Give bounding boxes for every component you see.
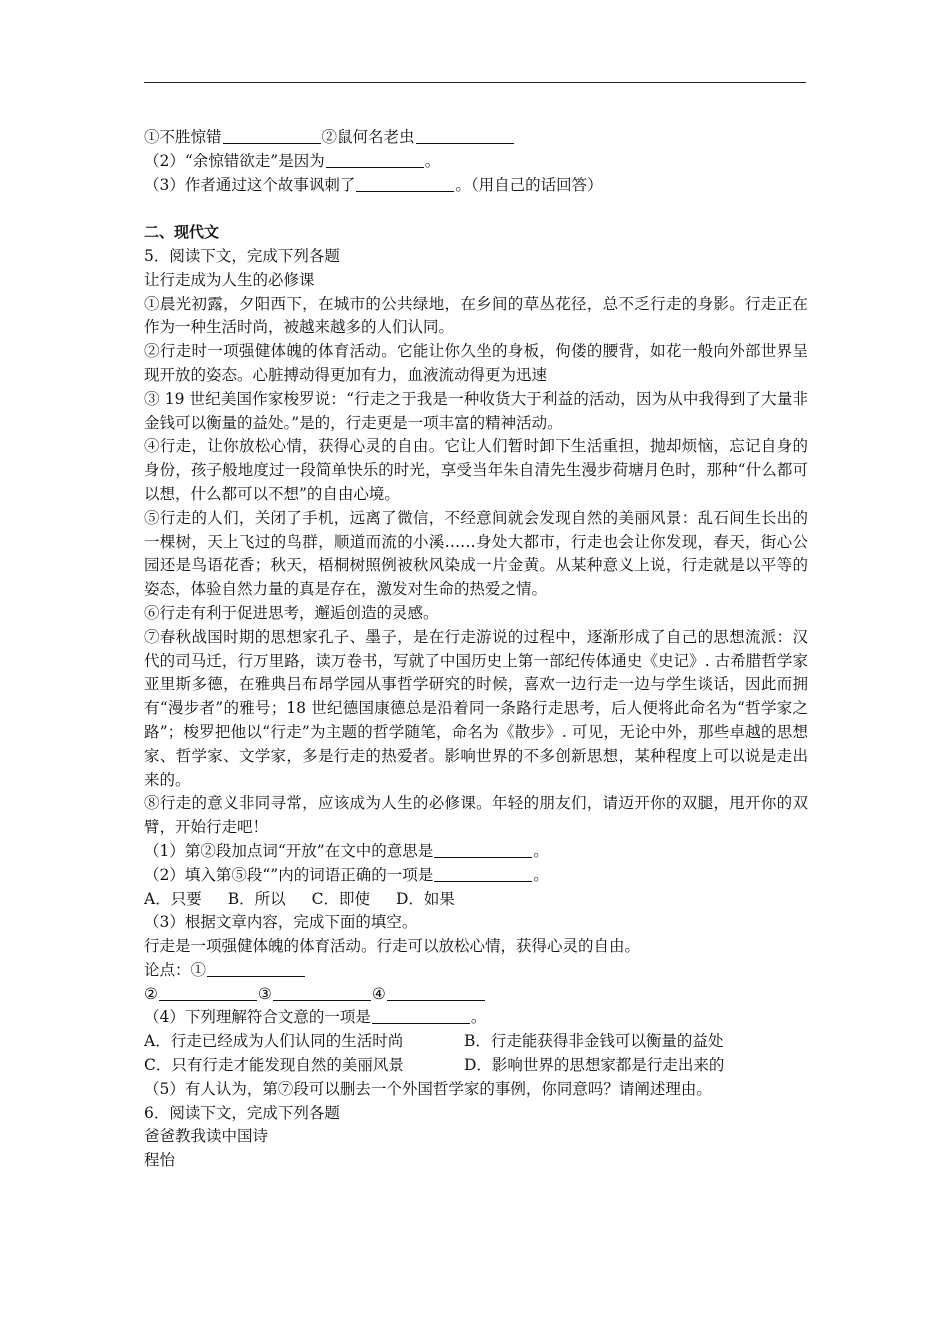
option-d[interactable]: D．影响世界的思想家都是行走出来的: [464, 1056, 725, 1075]
answer-blank[interactable]: [416, 128, 514, 144]
claim-mark-2: ②: [144, 984, 158, 1003]
q4-sub3: [144, 174, 808, 198]
question-4-options-row-1: [144, 1030, 808, 1054]
question-1-text: （1）第②段加点词“开放”在文中的意思是: [144, 841, 434, 860]
answer-blank[interactable]: [223, 128, 321, 144]
question-1: [144, 840, 808, 864]
claim-mark-3: ③: [257, 984, 272, 1003]
answer-blank[interactable]: [434, 842, 532, 858]
answer-blank[interactable]: [159, 985, 257, 1001]
answer-blank[interactable]: [356, 176, 454, 192]
answer-blank[interactable]: [387, 985, 485, 1001]
document-content: [144, 126, 808, 1173]
q4-sub2-end: 。: [424, 151, 441, 170]
question-3: （3）根据文章内容，完成下面的填空。: [144, 913, 418, 932]
paragraph-1: ①晨光初露，夕阳西下，在城市的公共绿地，在乡间的草丛花径，总不乏行走的身影。行走正在作为一种生活时尚，被越来越多的人们认同。: [144, 294, 808, 337]
paragraph-6: ⑥行走有利于促进思考，邂逅创造的灵感。: [144, 603, 439, 622]
option-c[interactable]: C．只有行走才能发现自然的美丽风景: [144, 1056, 404, 1075]
question-3-claims: [144, 983, 808, 1007]
q4-sub3-text: （3）作者通过这个故事讽刺了: [144, 175, 356, 194]
passage-title: 让行走成为人生的必修课: [144, 270, 315, 289]
section-heading: 二、现代文: [144, 223, 220, 242]
option-c[interactable]: C．即使: [311, 889, 370, 908]
answer-blank[interactable]: [207, 961, 305, 977]
header-rule: [144, 82, 806, 83]
option-a[interactable]: A．只要: [144, 889, 202, 908]
question-2-text: （2）填入第⑤段“”内的词语正确的一项是: [144, 865, 434, 884]
question-2-end: 。: [533, 865, 549, 884]
answer-blank[interactable]: [273, 985, 371, 1001]
question-4-text: （4）下列理解符合文意的一项是: [144, 1008, 371, 1027]
question-4: [144, 1006, 808, 1030]
paragraph-8: ⑧行走的意义非同寻常，应该成为人生的必修课。年轻的朋友们，请迈开你的双腿，甩开你的双臂，开始行走吧！: [144, 794, 808, 837]
q6-author: 程怡: [144, 1151, 176, 1170]
question-3-text: 行走是一项强健体魄的体育活动。行走可以放松心情，获得心灵的自由。: [144, 937, 641, 956]
q6-title: 爸爸教我读中国诗: [144, 1127, 269, 1146]
question-2-options: [144, 888, 808, 912]
claim-label: 论点：①: [144, 960, 207, 979]
option-a[interactable]: A．行走已经成为人们认同的生活时尚: [144, 1032, 404, 1051]
paragraph-3: ③ 19 世纪美国作家梭罗说：“行走之于我是一种收货大于利益的活动，因为从中我得到了大量非金钱可以衡量的益处。”是的，行走更是一项丰富的精神活动。: [144, 389, 808, 432]
q6-intro: 6．阅读下文，完成下列各题: [144, 1103, 340, 1122]
question-4-options-row-2: [144, 1054, 808, 1078]
answer-blank[interactable]: [326, 152, 424, 168]
question-5: （5）有人认为，第⑦段可以删去一个外国哲学家的事例，你同意吗？请阐述理由。: [144, 1079, 712, 1098]
q4-item1-text: ①不胜惊错: [144, 128, 222, 146]
q5-intro: 5．阅读下文，完成下列各题: [144, 246, 340, 265]
paragraph-5: ⑤行走的人们，关闭了手机，远离了微信，不经意间就会发现自然的美丽风景：乱石间生长出的一棵树，天上飞过的鸟群，顺道而流的小溪……身处大都市，行走也会让你发现，春天，街心公园还是鸟语花香；秋天，梧桐树照例被秋风染成一片金黄。从某种意义上说，行走就是以平等的姿态，体验自然力量的真是存在，激发对生命的热爱之情。: [144, 508, 808, 599]
question-1-end: 。: [533, 841, 549, 860]
option-b[interactable]: B．所以: [227, 889, 286, 908]
q4-item2-text: ②鼠何名老虫: [321, 128, 415, 146]
paragraph-7: ⑦春秋战国时期的思想家孔子、墨子，是在行走游说的过程中，逐渐形成了自己的思想流派：汉代的司马迁，行万里路，读万卷书，写就了中国历史上第一部纪传体通史《史记》. 古希腊哲学家亚里斯多德，在雅典吕布昂学园从事哲学研究的时候，喜欢一边行走一边与学生谈话，因此而拥有“漫步者”的雅号；18 世纪德国康德总是沿着同一条路行走思考，后人便将此命名为“哲学家之路”；梭罗把他以“行走”为主题的哲学随笔，命名为《散步》. 可见，无论中外，那些卓越的思想家、哲学家、文学家，多是行走的热爱者。影响世界的不多创新思想，某种程度上可以说是走出来的。: [144, 627, 808, 789]
option-b[interactable]: B．行走能获得非金钱可以衡量的益处: [464, 1032, 724, 1051]
question-4-end: 。: [470, 1008, 487, 1027]
spacer: [144, 197, 808, 221]
q4-sub3-end: 。（用自己的话回答）: [455, 175, 603, 194]
question-2: [144, 864, 808, 888]
q4-sub2: [144, 150, 808, 174]
answer-blank[interactable]: [372, 1008, 470, 1024]
option-d[interactable]: D．如果: [395, 889, 455, 908]
claim-mark-4: ④: [371, 984, 386, 1003]
answer-blank[interactable]: [434, 866, 532, 882]
paragraph-2: ②行走时一项强健体魄的体育活动。它能让你久坐的身板，佝偻的腰背，如花一般向外部世界呈现开放的姿态。心脏搏动得更加有力，血液流动得更为迅速: [144, 342, 808, 384]
paragraph-4: ④行走，让你放松心情，获得心灵的自由。它让人们暂时卸下生活重担，抛却烦恼，忘记自身的身份，孩子般地度过一段简单快乐的时光，享受当年朱自清先生漫步荷塘月色时，那种“什么都可以想，什么都可以不想”的自由心境。: [144, 437, 808, 503]
q4-items-row: [144, 126, 808, 150]
q4-sub2-text: （2）“余惊错欲走”是因为: [144, 151, 325, 170]
question-3-claim-1: [144, 959, 808, 983]
